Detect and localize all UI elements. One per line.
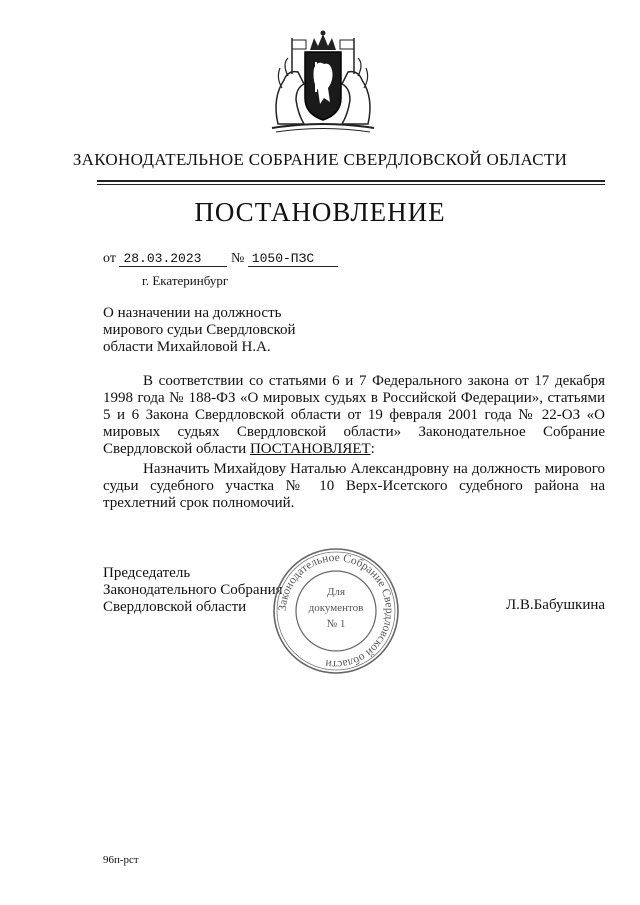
- header-divider: [97, 180, 605, 182]
- stamp-inner-line-1: Для: [326, 586, 346, 598]
- signatory-name: Л.В.Бабушкина: [506, 597, 606, 613]
- signatory-title-3: Свердловской области: [103, 599, 247, 615]
- document-date: 28.03.2023: [119, 251, 227, 267]
- date-number-line: [103, 251, 338, 267]
- header-divider-thin: [97, 184, 605, 185]
- stamp-ring-text: Законодательное Собрание Свердловской области: [276, 551, 396, 671]
- body-paragraph-1: [103, 373, 605, 458]
- document-type-title: ПОСТАНОВЛЕНИЕ: [194, 197, 446, 227]
- number-prefix: №: [230, 251, 245, 266]
- coat-of-arms-icon: [258, 28, 388, 138]
- stamp-inner-line-3: № 1: [326, 618, 346, 630]
- stamp-inner-line-2: документов: [308, 602, 364, 614]
- resolves-keyword: ПОСТАНОВЛЯЕТ: [249, 441, 371, 457]
- signatory-title-2: Законодательного Собрания: [103, 582, 283, 598]
- document-number: 1050-ПЗС: [248, 251, 338, 267]
- organization-title: ЗАКОНОДАТЕЛЬНОЕ СОБРАНИЕ СВЕРДЛОВСКОЙ ОБЛАСТИ: [72, 150, 568, 169]
- official-stamp: [270, 545, 402, 677]
- body-paragraph-2: Назначить Михайдову Наталью Александровну на должность мирового судьи судебного участка № 10 Верх-Исетского судебного района на трехлетний срок полномочий.: [103, 461, 605, 511]
- document-subject: О назначении на должность мирового судьи Свердловской области Михайловой Н.А.: [103, 305, 296, 355]
- date-prefix: от: [103, 251, 116, 266]
- paragraph-1-text: В соответствии со статьями 6 и 7 Федерального закона от 17 декабря 1998 года № 188-ФЗ «О мировых судьях в Российской Федерации», статьями 5 и 6 Закона Свердловской области от 19 февраля 2001 года № 22-ОЗ «О мировых судьях Свердловской области» Законодательное Собрание Свердловской области: [103, 373, 605, 457]
- paragraph-1-end: :: [370, 441, 375, 457]
- signatory-title-1: Председатель: [103, 565, 191, 581]
- city: г. Екатеринбург: [142, 273, 229, 288]
- footer-code: 96п-рст: [103, 854, 139, 866]
